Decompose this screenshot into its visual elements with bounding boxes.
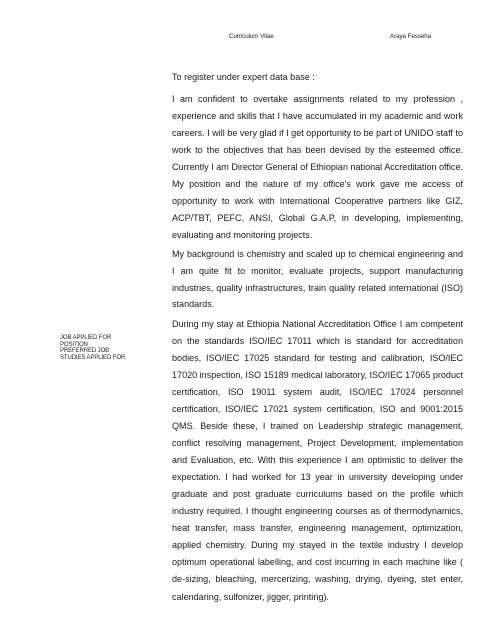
paragraph-text: I am confident to overtake assignments related to my profession , experience and skills that I have accumulated in my academic and work careers. I will be very glad if I get opportunity to be part of UNIDO staff to work to the objectives that has been devised by the esteemed office. Currently I am Director General of Ethiopian national Accreditation office. My position and the nature of my office's work gave me access of opportunity to work with International Cooperative partners like GIZ, ACP/TBT, PEFC, ANSI, Global G.A.P, in developing, implementing, evaluating and monitoring projects. [172, 94, 463, 240]
intro-text: To register under expert data base : [172, 72, 315, 82]
paragraph-experience [172, 316, 463, 606]
sidebar-labels [60, 335, 165, 361]
paragraph-text: During my stay at Ethiopia National Accreditation Office I am competent on the standards ISO/IEC 17011 which is standard for accreditation bodies, ISO/IEC 17025 standard for testing and calibration, ISO/IEC 17020 inspection, ISO 15189 medical laboratory, ISO/IEC 17065 product certification, ISO 19011 system audit, ISO/IEC 17024 personnel certification, ISO/IEC 17021 system certification, ISO and 9001:2015 QMS. Beside these, I trained on Leadership strategic management, conflict resolving management, Project Development, implementation and Evaluation, etc. With this experience I am optimistic to deliver the expectation. I had worked for 13 year in university developing under graduate and post graduate curriculums based on the profile which industry required. I thought engineering courses as of thermodynamics, heat transfer, mass transfer, engineering management, optimization, applied chemistry. During my stayed in the textile industry I develop optimum operational labelling, and cost incurring in each machine like ( de-sizing, bleaching, mercerizing, washing, drying, dyeing, stet enter, calendaring, sulfonizer, jigger, printing). [172, 319, 464, 602]
sidebar-label-preferred-job: PREFERRED JOB [60, 348, 110, 354]
paragraph-background [172, 246, 463, 313]
paragraph-text: My background is chemistry and scaled up to chemical engineering and I am quite fit to monitor, evaluate projects, support manufacturing industries, quality infrastructures, train quality related international (ISO) standards. [172, 249, 463, 310]
sidebar-label-studies-applied: STUDIES APPLIED FOR [60, 354, 126, 361]
header-document-title: Curriculum Vitae [229, 33, 274, 40]
sidebar-label-position: POSITION [60, 341, 88, 348]
intro-heading [172, 68, 463, 86]
sidebar-label-job-applied: JOB APPLIED FOR [60, 335, 112, 341]
paragraph-motivation [172, 91, 463, 244]
header-author-name: Araya Fesseha [390, 33, 432, 40]
